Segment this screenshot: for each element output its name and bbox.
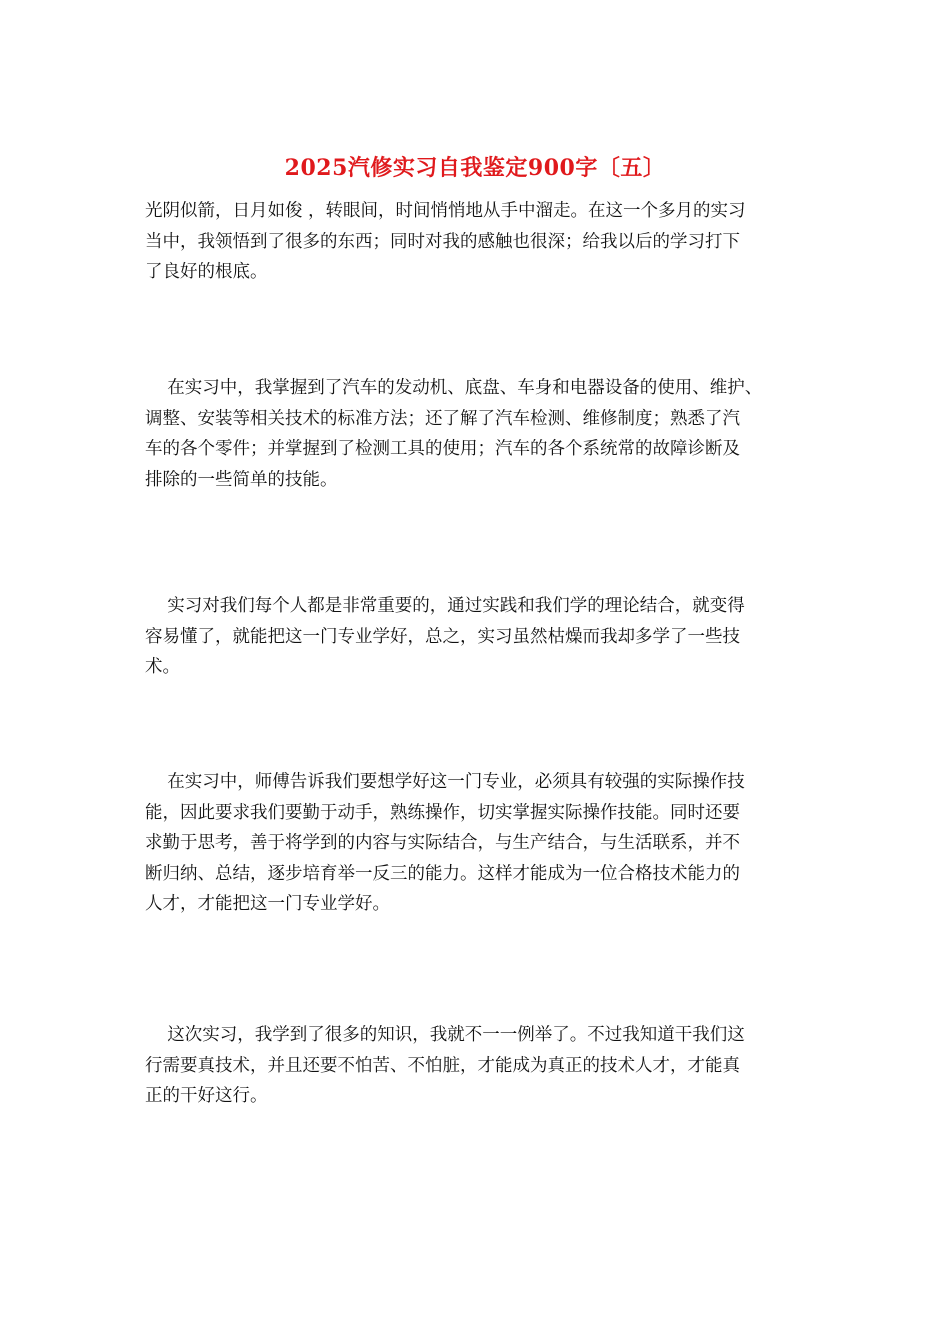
paragraph-4: [145, 767, 810, 920]
paragraph-line: 排除的一些简单的技能。: [145, 469, 338, 490]
paragraph-line: 在实习中，我掌握到了汽车的发动机、底盘、车身和电器设备的使用、维护、: [145, 378, 763, 398]
paragraph-line: 实习对我们每个人都是非常重要的，通过实践和我们学的理论结合，就变得: [145, 596, 745, 616]
paragraph-line: 当中，我领悟到了很多的东西；同时对我的感触也很深；给我以后的学习打下: [145, 231, 740, 252]
paragraph-line: 断归纳、总结，逐步培育举一反三的能力。这样才能成为一位合格技术能力的: [145, 863, 740, 884]
paragraph-line: 在实习中，师傅告诉我们要想学好这一门专业，必须具有较强的实际操作技: [145, 772, 745, 792]
paragraph-line: 光阴似箭，日月如俊 ，转眼间，时间悄悄地从手中溜走。在这一个多月的实习: [145, 201, 746, 221]
paragraph-line: 调整、安装等相关技术的标准方法；还了解了汽车检测、维修制度；熟悉了汽: [145, 408, 740, 429]
paragraph-line: 术。: [145, 657, 180, 677]
paragraph-2: [145, 373, 810, 495]
paragraph-3: [145, 591, 810, 683]
paragraph-5: [145, 1020, 810, 1112]
document-title: 2025汽修实习自我鉴定900字〔五〕: [284, 155, 666, 181]
paragraph-line: 行需要真技术，并且还要不怕苦、不怕脏，才能成为真正的技术人才，才能真: [145, 1055, 740, 1076]
paragraph-line: 了良好的根底。: [145, 262, 268, 282]
paragraph-line: 这次实习，我学到了很多的知识，我就不一一例举了。不过我知道干我们这: [145, 1025, 745, 1045]
paragraph-line: 车的各个零件；并掌握到了检测工具的使用；汽车的各个系统常的故障诊断及: [145, 439, 740, 459]
paragraph-line: 正的干好这行。: [145, 1086, 268, 1106]
paragraph-line: 人才，才能把这一门专业学好。: [145, 894, 390, 914]
paragraph-line: 求勤于思考，善于将学到的内容与实际结合，与生产结合，与生活联系，并不: [145, 833, 740, 853]
paragraph-line: 容易懂了，就能把这一门专业学好，总之，实习虽然枯燥而我却多学了一些技: [145, 626, 740, 647]
paragraph-1: [145, 196, 810, 288]
paragraph-line: 能，因此要求我们要勤于动手，熟练操作，切实掌握实际操作技能。同时还要: [145, 802, 740, 823]
